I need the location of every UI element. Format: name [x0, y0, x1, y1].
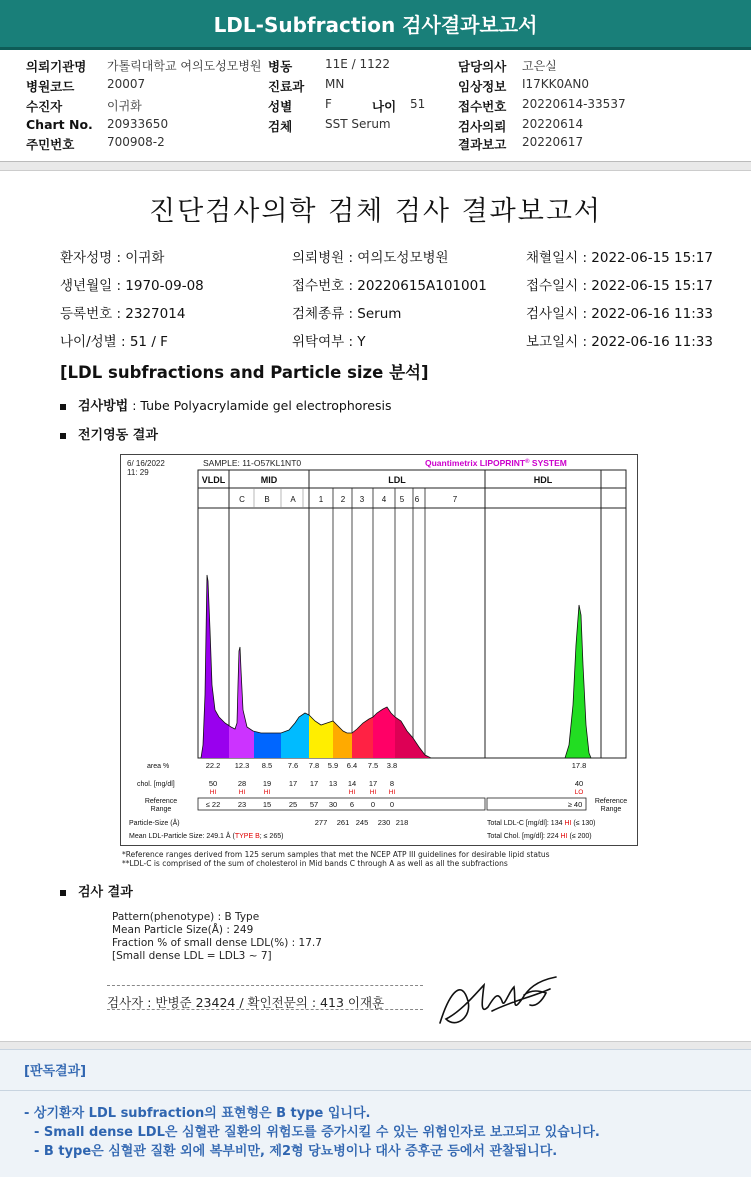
department-label: 진료과 [268, 79, 305, 94]
hospital-code-value: 20007 [107, 77, 146, 91]
specimen-label: 검체 [268, 119, 293, 134]
area-value: 7.6 [287, 761, 299, 770]
method-value: : Tube Polyacrylamide gel electrophoresis [128, 398, 392, 413]
total-ldl-line: Total LDL-C [mg/dl]: 134 HI (≤ 130) [487, 820, 596, 827]
band-area [281, 713, 309, 758]
band-area [373, 707, 395, 758]
ref-row-label: Range [600, 806, 622, 813]
interpretation-line: - Small dense LDL은 심혈관 질환의 위험도를 증가시킬 수 있는 위험인자로 보고되고 있습니다. [34, 1125, 600, 1140]
age-value: 51 [410, 97, 426, 111]
note-line: *Reference ranges derived from 125 serum samples that met the NCEP ATP III guidelines for desirable lipid status [122, 850, 550, 859]
lab-info-value: I17KK0AN0 [522, 77, 590, 91]
hospital-code-label: 병원코드 [26, 79, 75, 94]
area-row-label: area % [147, 763, 170, 770]
divider [0, 1090, 751, 1091]
band-area [254, 731, 281, 758]
age-label: 나이 [372, 99, 397, 114]
draw-datetime: 채혈일시 : 2022-06-15 15:17 [526, 250, 713, 266]
area-value: 7.5 [367, 761, 379, 770]
electrophoresis-plot [121, 455, 637, 845]
chol-value: 50 [208, 779, 218, 788]
ref-value: ≥ 40 [567, 800, 583, 809]
ref-value: 6 [349, 800, 355, 809]
interpretation-line: - 상기환자 LDL subfraction의 표현형은 B type 입니다. [24, 1106, 371, 1121]
bullet-icon [60, 890, 66, 896]
result-label: 검사 결과 [78, 885, 133, 900]
examinee-label: 수진자 [26, 99, 63, 114]
chol-value: 14 [347, 779, 357, 788]
doctor-label: 담당의사 [458, 59, 507, 74]
report-title: 진단검사의학 검체 검사 결과보고서 [149, 196, 602, 227]
resident-value: 700908-2 [107, 135, 165, 149]
specimen-type: 검체종류 : Serum [292, 306, 402, 322]
chol-value: 17 [288, 779, 298, 788]
chol-value: 13 [328, 779, 338, 788]
chol-value: 17 [368, 779, 378, 788]
ref-value: 23 [237, 800, 247, 809]
bullet-icon [60, 404, 66, 410]
ward-value: 11E / 1122 [325, 57, 391, 71]
area-value: 12.3 [234, 761, 250, 770]
area-value: 7.8 [308, 761, 320, 770]
consignment: 위탁여부 : Y [292, 334, 366, 350]
plot-frame [198, 470, 626, 758]
chol-value: 19 [262, 779, 272, 788]
band-label: 2 [340, 495, 346, 504]
band-label: 6 [414, 495, 420, 504]
referring-hospital: 의뢰병원 : 여의도성모병원 [292, 250, 449, 266]
mean-size-line: Mean LDL-Particle Size: 249.1 Å (TYPE B; ≤ 265) [129, 833, 284, 840]
age-sex: 나이/성별 : 51 / F [60, 334, 168, 350]
chart-brand: Quantimetrix LIPOPRINT® SYSTEM [425, 458, 567, 468]
pattern-line: Pattern(phenotype) : B Type [112, 911, 260, 923]
chol-row-label: chol. [mg/dl] [137, 781, 175, 788]
area-value: 22.2 [205, 761, 221, 770]
total-chol-line: Total Chol. [mg/dl]: 224 HI (≤ 200) [487, 833, 592, 840]
result-heading [60, 881, 133, 900]
ref-row-label: Range [150, 806, 172, 813]
chol-value: 17 [309, 779, 319, 788]
chart-time: 11: 29 [127, 468, 149, 477]
chart-no-value: 20933650 [107, 117, 169, 131]
particle-value: 277 [314, 818, 328, 827]
group-label: VLDL [201, 475, 226, 485]
receipt-label: 접수번호 [458, 99, 507, 114]
band-label: 1 [318, 495, 324, 504]
reference-notes [122, 850, 550, 868]
chol-value: 40 [574, 779, 584, 788]
chol-value: 8 [389, 779, 395, 788]
small-dense-line: [Small dense LDL = LDL3 ~ 7] [112, 950, 272, 962]
band-area [229, 647, 254, 758]
test-datetime: 검사일시 : 2022-06-16 11:33 [526, 306, 713, 322]
area-value: 17.8 [571, 761, 587, 770]
result-report [0, 170, 751, 1042]
page-header [0, 0, 751, 50]
band-label: C [239, 495, 245, 504]
ref-value: 57 [309, 800, 319, 809]
chart-sample: SAMPLE: 11-O57KL1NT0 [203, 458, 302, 468]
patient-name: 환자성명 : 이귀화 [60, 250, 165, 266]
report-date-value: 20220617 [522, 135, 584, 149]
band-label: 4 [381, 495, 387, 504]
area-value: 6.4 [346, 761, 358, 770]
request-value: 20220614 [522, 117, 584, 131]
lab-info-label: 임상정보 [458, 79, 507, 94]
sex-value: F [325, 97, 332, 111]
flag-value: HI [238, 789, 246, 796]
page-title: LDL-Subfraction 검사결과보고서 [213, 13, 538, 37]
ref-row-label: Reference [594, 798, 628, 805]
particle-value: 230 [377, 818, 391, 827]
area-value: 8.5 [261, 761, 273, 770]
examiner-line: 검사자 : 반병준 23424 / 확인전문의 : 413 이재훈 [107, 995, 385, 1010]
registration-number: 등록번호 : 2327014 [60, 306, 186, 322]
receipt-number: 접수번호 : 20220615A101001 [292, 278, 487, 294]
band-label: 3 [359, 495, 365, 504]
hdl-peak [565, 605, 591, 758]
band-label: A [290, 495, 296, 504]
method-label: 검사방법 [78, 399, 129, 414]
receive-datetime: 접수일시 : 2022-06-15 15:17 [526, 278, 713, 294]
analysis-section-title: [LDL subfractions and Particle size 분석] [60, 363, 429, 382]
specimen-value: SST Serum [325, 117, 391, 131]
birth-date: 생년월일 : 1970-09-08 [60, 278, 204, 294]
signature-image [432, 971, 564, 1033]
flag-value: HI [263, 789, 271, 796]
mean-size-line: Mean Particle Size(Å) : 249 [112, 924, 254, 936]
result-summary [112, 911, 322, 963]
group-label: HDL [533, 475, 553, 485]
ref-value: ≤ 22 [205, 800, 221, 809]
divider [107, 1009, 423, 1010]
ref-value: 25 [288, 800, 298, 809]
flag-value: HI [348, 789, 356, 796]
institution-value: 가톨릭대학교 여의도성모병원 [107, 59, 262, 73]
band-label: 7 [452, 495, 458, 504]
area-value: 3.8 [386, 761, 398, 770]
report-datetime: 보고일시 : 2022-06-16 11:33 [526, 334, 713, 350]
electrophoresis-line [60, 424, 158, 443]
resident-label: 주민번호 [26, 137, 75, 152]
band-area [309, 715, 333, 758]
receipt-value: 20220614-33537 [522, 97, 626, 111]
group-label: MID [260, 475, 278, 485]
bullet-icon [60, 433, 66, 439]
chart-no-label: Chart No. [26, 117, 93, 132]
flag-value: HI [209, 789, 217, 796]
note-line: **LDL-C is comprised of the sum of cholesterol in Mid bands C through A as well as all the subfractions [122, 859, 508, 868]
request-label: 검사의뢰 [458, 119, 507, 134]
fraction-line: Fraction % of small dense LDL(%) : 17.7 [112, 937, 322, 949]
interpretation-line: - B type은 심혈관 질환 외에 복부비만, 제2형 당뇨병이나 대사 증후군 등에서 관찰됩니다. [34, 1144, 558, 1159]
examinee-value: 이귀화 [107, 99, 142, 113]
patient-info-panel [0, 50, 751, 162]
ref-value: 15 [262, 800, 272, 809]
ref-value: 0 [389, 800, 395, 809]
area-value: 5.9 [327, 761, 339, 770]
interpretation-panel [0, 1049, 751, 1177]
ref-value: 0 [370, 800, 376, 809]
flag-value: HI [369, 789, 377, 796]
band-label: 5 [399, 495, 405, 504]
lipoprint-chart [120, 454, 638, 846]
particle-row-label: Particle-Size (Å) [129, 820, 180, 827]
sex-label: 성별 [268, 99, 293, 114]
method-line [60, 395, 391, 414]
group-label: LDL [388, 475, 406, 485]
ref-value: 30 [328, 800, 338, 809]
particle-value: 245 [355, 818, 369, 827]
department-value: MN [325, 77, 345, 91]
particle-value: 218 [395, 818, 409, 827]
flag-value: HI [388, 789, 396, 796]
divider [107, 985, 423, 986]
report-date-label: 결과보고 [458, 137, 507, 152]
band-label: B [264, 495, 270, 504]
chart-date: 6/ 16/2022 [127, 459, 165, 468]
ref-row-label: Reference [144, 798, 178, 805]
band-area [333, 721, 352, 758]
ward-label: 병동 [268, 59, 293, 74]
particle-value: 261 [336, 818, 350, 827]
interpretation-header: [판독결과] [24, 1064, 87, 1079]
institution-label: 의뢰기관명 [26, 59, 87, 74]
electrophoresis-label: 전기영동 결과 [78, 428, 158, 443]
chol-value: 28 [237, 779, 247, 788]
doctor-value: 고은실 [522, 59, 557, 73]
flag-value: LO [574, 789, 584, 796]
